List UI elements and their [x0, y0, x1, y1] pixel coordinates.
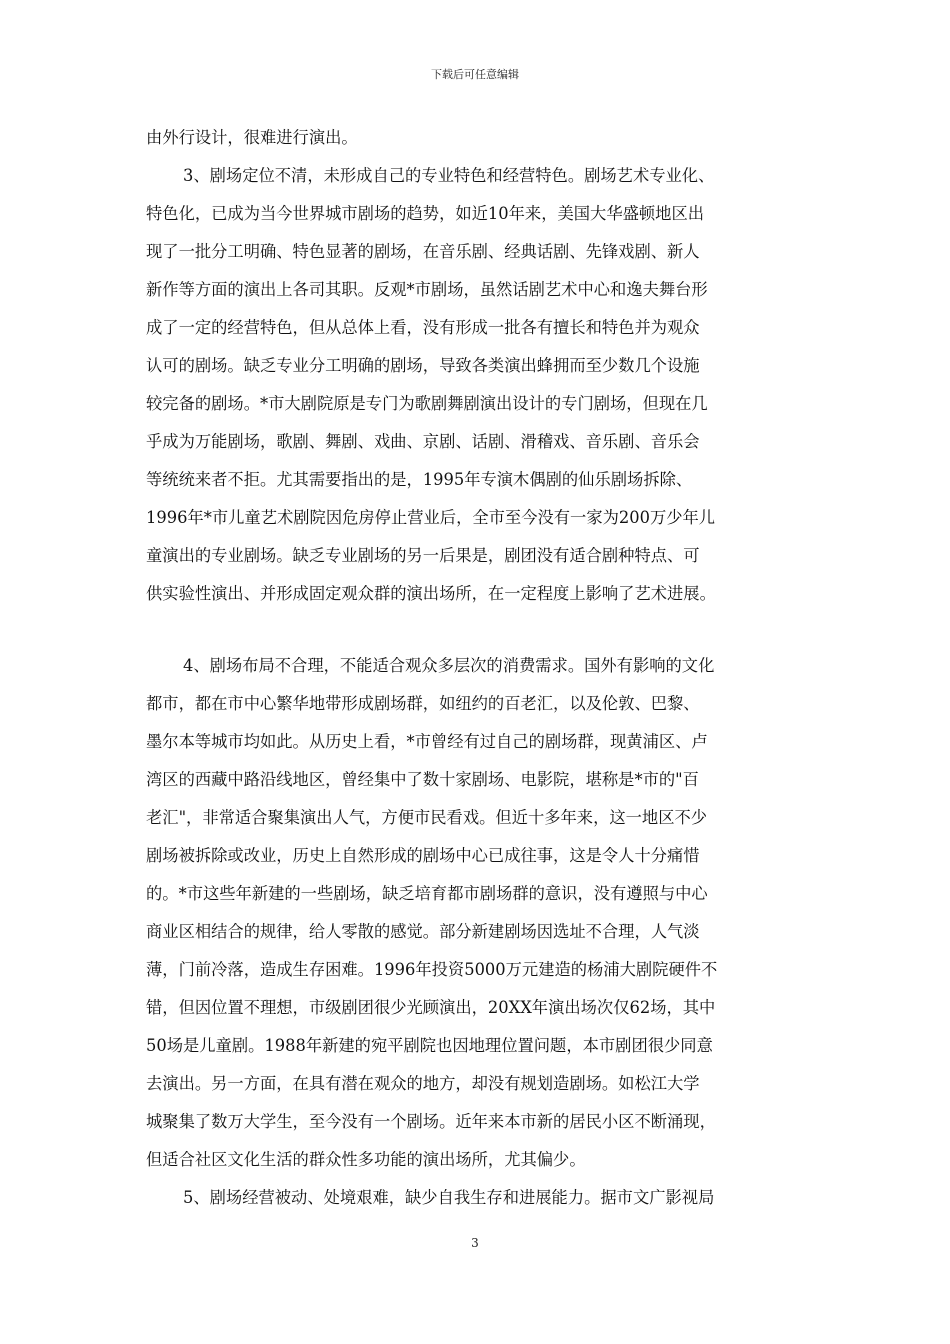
- text-line: 现了一批分工明确、特色显著的剧场，在音乐剧、经典话剧、先锋戏剧、新人: [146, 242, 700, 261]
- text-line: 较完备的剧场。*市大剧院原是专门为歌剧舞剧演出设计的专门剧场，但现在几: [146, 394, 708, 413]
- text-line: 乎成为万能剧场，歌剧、舞剧、戏曲、京剧、话剧、滑稽戏、音乐剧、音乐会: [146, 432, 700, 451]
- text-line: 但适合社区文化生活的群众性多功能的演出场所，尤其偏少。: [146, 1150, 586, 1169]
- text-line: 特色化，已成为当今世界城市剧场的趋势，如近10年来，美国大华盛顿地区出: [146, 204, 705, 223]
- paragraph-5-first-line: 5、剧场经营被动、处境艰难，缺少自我生存和进展能力。据市文广影视局: [183, 1188, 715, 1207]
- text-line: 的。*市这些年新建的一些剧场，缺乏培育都市剧场群的意识，没有遵照与中心: [146, 884, 708, 903]
- text-line: 由外行设计，很难进行演出。: [146, 128, 358, 147]
- text-line: 错，但因位置不理想，市级剧团很少光顾演出，20XX年演出场次仅62场，其中: [146, 998, 716, 1017]
- text-line: 新作等方面的演出上各司其职。反观*市剧场，虽然话剧艺术中心和逸夫舞台形: [146, 280, 708, 299]
- paragraph-4-first-line: 4、剧场布局不合理，不能适合观众多层次的消费需求。国外有影响的文化: [183, 656, 715, 675]
- text-line: 老汇"，非常适合聚集演出人气，方便市民看戏。但近十多年来，这一地区不少: [146, 808, 708, 827]
- paragraph-3-first-line: 3、剧场定位不清，未形成自己的专业特色和经营特色。剧场艺术专业化、: [183, 166, 715, 185]
- text-line: 50场是儿童剧。1988年新建的宛平剧院也因地理位置问题，本市剧团很少同意: [146, 1036, 713, 1055]
- text-line: 供实验性演出、并形成固定观众群的演出场所，在一定程度上影响了艺术进展。: [146, 584, 716, 603]
- text-line: 城聚集了数万大学生，至今没有一个剧场。近年来本市新的居民小区不断涌现，: [146, 1112, 716, 1131]
- text-line: 成了一定的经营特色，但从总体上看，没有形成一批各有擅长和特色并为观众: [146, 318, 700, 337]
- page-number: 3: [471, 1236, 479, 1250]
- text-line: 湾区的西藏中路沿线地区，曾经集中了数十家剧场、电影院，堪称是*市的"百: [146, 770, 699, 789]
- text-line: 童演出的专业剧场。缺乏专业剧场的另一后果是，剧团没有适合剧种特点、可: [146, 546, 700, 565]
- text-line: 墨尔本等城市均如此。从历史上看，*市曾经有过自己的剧场群，现黄浦区、卢: [146, 732, 708, 751]
- text-line: 剧场被拆除或改业，历史上自然形成的剧场中心已成往事，这是令人十分痛惜: [146, 846, 700, 865]
- text-line: 去演出。另一方面，在具有潜在观众的地方，却没有规划造剧场。如松江大学: [146, 1074, 700, 1093]
- text-line: 薄，门前冷落，造成生存困难。1996年投资5000万元建造的杨浦大剧院硬件不: [146, 960, 718, 979]
- text-line: 1996年*市儿童艺术剧院因危房停止营业后，全市至今没有一家为200万少年儿: [146, 508, 716, 527]
- text-line: 认可的剧场。缺乏专业分工明确的剧场，导致各类演出蜂拥而至少数几个设施: [146, 356, 700, 375]
- text-line: 商业区相结合的规律，给人零散的感觉。部分新建剧场因选址不合理，人气淡: [146, 922, 700, 941]
- page-header: 下载后可任意编辑: [431, 68, 519, 81]
- text-line: 都市，都在市中心繁华地带形成剧场群，如纽约的百老汇，以及伦敦、巴黎、: [146, 694, 700, 713]
- text-line: 等统统来者不拒。尤其需要指出的是，1995年专演木偶剧的仙乐剧场拆除、: [146, 470, 693, 489]
